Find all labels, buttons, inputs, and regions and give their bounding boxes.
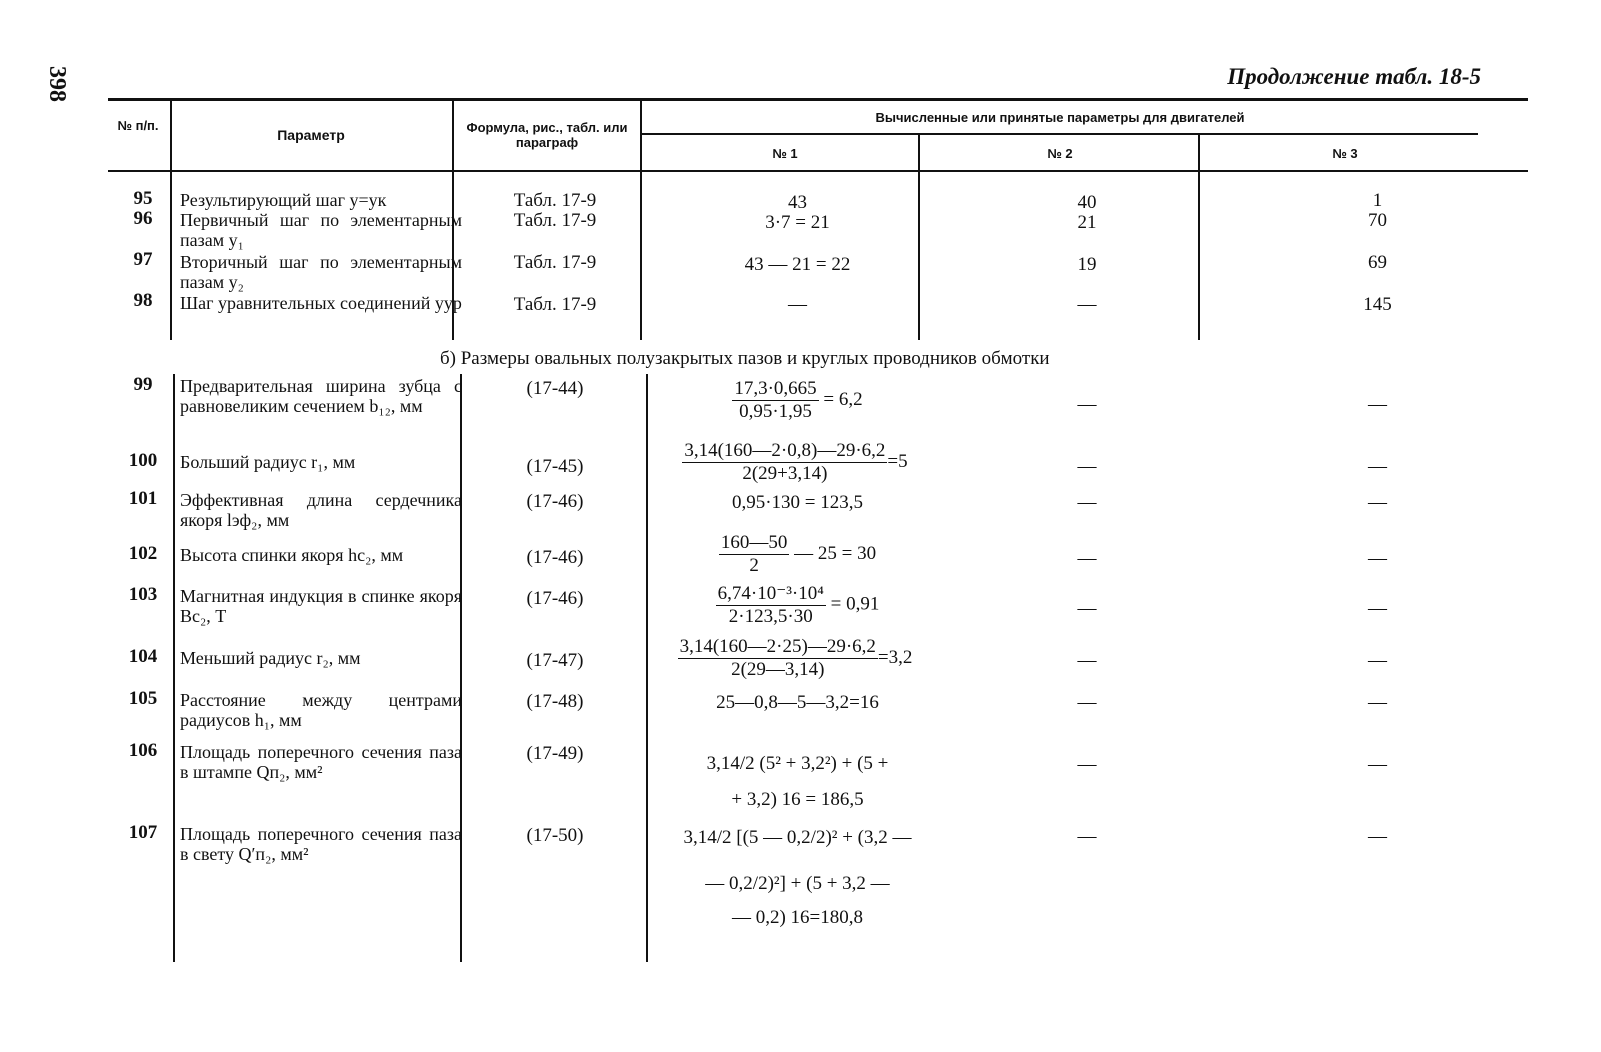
row-number: 101	[128, 488, 158, 509]
header-motor-2: № 2	[1047, 146, 1073, 161]
row-reference: (17-49)	[526, 743, 584, 764]
row-parameter: Высота спинки якоря hс₂, мм	[180, 545, 404, 565]
row-reference: (17-45)	[526, 456, 584, 477]
col-divider-1b	[173, 374, 175, 962]
header-parameter: Параметр	[277, 127, 345, 143]
fraction: $\frac{160—50}{2}$	[720, 532, 788, 576]
row-value-1: 3·7 = 21	[765, 212, 830, 233]
row-reference: Табл. 17-9	[513, 294, 597, 315]
row-number: 97	[133, 249, 153, 270]
row-value-3: 70	[1368, 210, 1387, 231]
row-value-3: —	[1368, 650, 1387, 671]
header-motor-3: № 3	[1332, 146, 1358, 161]
row-value-1	[660, 378, 935, 423]
row-parameter: Шаг уравнительных соединений yур	[180, 293, 462, 313]
formula-line: 3,14/2 (5² + 3,2²) + (5 +	[706, 753, 889, 774]
table-continuation-title: Продолжение табл. 18-5	[1227, 64, 1481, 89]
formula-line: — 0,2/2)²] + (5 + 3,2 —	[705, 873, 890, 894]
row-value-2: —	[1077, 294, 1097, 315]
row-value-2: —	[1077, 826, 1097, 847]
row-value-3: —	[1368, 456, 1387, 477]
row-value-2: —	[1077, 754, 1097, 775]
row-number: 103	[128, 584, 158, 605]
table-top-rule	[108, 98, 1528, 101]
row-value-2: —	[1077, 548, 1097, 569]
formula-line: — 0,2) 16=180,8	[731, 907, 864, 928]
row-number: 107	[128, 822, 158, 843]
row-value-2: 21	[1077, 212, 1097, 233]
row-reference: Табл. 17-9	[513, 252, 597, 273]
row-reference: (17-46)	[526, 491, 584, 512]
row-value-3: —	[1368, 754, 1387, 775]
row-value-3: —	[1368, 492, 1387, 513]
fraction-result: =3,2	[877, 646, 913, 668]
row-parameter: Вторичный шаг по элементарным пазам y₂	[180, 252, 462, 292]
row-number: 105	[128, 688, 158, 709]
row-parameter: Площадь поперечного сечения паза в свету Q′п₂, мм²	[180, 824, 462, 864]
fraction-result: = 0,91	[830, 593, 880, 615]
fraction: $\frac{17,3\cdot 0,665}{0,95\cdot 1,95}$	[734, 378, 817, 422]
col-divider-1	[170, 100, 172, 340]
group-rule	[642, 133, 1478, 135]
row-value-1	[660, 532, 935, 577]
fraction-result: = 6,2	[823, 388, 863, 410]
row-number: 96	[133, 208, 153, 229]
fraction: $\frac{\text{6,74·10⁻³·10⁴}}{2\cdot 123,5\cdot 30}$	[717, 583, 824, 627]
row-value-1	[650, 440, 940, 485]
row-value-1: 43 — 21 = 22	[744, 254, 851, 275]
row-parameter: Результирующий шаг y=yк	[180, 190, 387, 210]
row-parameter: Предварительная ширина зубца с равновеликим сечением b₁₂, мм	[180, 376, 462, 416]
row-parameter: Первичный шаг по элементарным пазам y₁	[180, 210, 462, 250]
row-value-2: —	[1077, 492, 1097, 513]
row-value-2: —	[1077, 692, 1097, 713]
row-value-2: —	[1077, 456, 1097, 477]
row-parameter: Расстояние между центрами радиусов h₁, мм	[180, 690, 462, 730]
row-value-2: —	[1077, 394, 1097, 415]
row-value-2: —	[1077, 650, 1097, 671]
row-value-1	[660, 752, 935, 812]
formula-line: + 3,2) 16 = 186,5	[731, 789, 864, 810]
row-parameter: Площадь поперечного сечения паза в штампе Qп₂, мм²	[180, 742, 462, 782]
row-parameter: Эффективная длина сердечника якоря lэф₂, мм	[180, 490, 462, 530]
col-divider-3b	[646, 374, 648, 962]
row-value-1	[660, 582, 935, 628]
row-value-3: —	[1368, 394, 1387, 415]
row-parameter: Магнитная индукция в спинке якоря Bс₂, Т	[180, 586, 462, 626]
row-reference: (17-50)	[526, 825, 584, 846]
header-formula: Формула, рис., табл. или параграф	[466, 120, 628, 150]
row-value-3: —	[1368, 548, 1387, 569]
fraction: $\frac{3,14(160—2\cdot 25)—29\cdot 6,2}{2(29—3,14)}$	[679, 636, 876, 680]
row-reference: Табл. 17-9	[513, 190, 597, 211]
row-value-3: 145	[1363, 294, 1392, 315]
page-number: 398	[44, 66, 70, 102]
header-computed-params: Вычисленные или принятые параметры для двигателей	[875, 110, 1245, 125]
row-number: 95	[133, 188, 153, 209]
fraction: $\frac{3,14(160—2\cdot 0,8)—29\cdot 6,2}{2(29+3,14)}$	[684, 440, 886, 484]
row-number: 100	[128, 450, 158, 471]
row-value-3: —	[1368, 692, 1387, 713]
row-value-3: —	[1368, 826, 1387, 847]
row-reference: (17-46)	[526, 547, 584, 568]
row-number: 104	[128, 646, 158, 667]
row-number: 98	[133, 290, 153, 311]
row-reference: (17-48)	[526, 691, 584, 712]
row-reference: (17-44)	[526, 378, 584, 399]
row-value-2: 40	[1077, 192, 1097, 213]
row-reference: Табл. 17-9	[513, 210, 597, 231]
row-value-3: 1	[1372, 190, 1383, 211]
header-bottom-rule	[108, 170, 1528, 172]
row-value-2: —	[1077, 598, 1097, 619]
row-number: 102	[128, 543, 158, 564]
row-value-1: 25—0,8—5—3,2=16	[716, 692, 879, 713]
row-number: 99	[133, 374, 153, 395]
row-value-3: —	[1368, 598, 1387, 619]
header-no: № п/п.	[117, 118, 159, 133]
row-parameter: Больший радиус r₁, мм	[180, 452, 356, 472]
formula-line: 3,14/2 [(5 — 0,2/2)² + (3,2 —	[683, 827, 912, 848]
row-reference: (17-47)	[526, 650, 584, 671]
row-parameter: Меньший радиус r₂, мм	[180, 648, 361, 668]
fraction-result: — 25 = 30	[794, 542, 877, 564]
header-motor-1: № 1	[772, 146, 798, 161]
row-value-1	[660, 826, 935, 930]
row-value-1: 43	[788, 192, 807, 213]
row-value-3: 69	[1368, 252, 1387, 273]
fraction-result: =5	[887, 450, 908, 472]
row-value-2: 19	[1077, 254, 1097, 275]
row-value-1: 0,95·130 = 123,5	[731, 492, 864, 513]
section-heading: б) Размеры овальных полузакрытых пазов и круглых проводников обмотки	[440, 348, 1050, 369]
row-reference: (17-46)	[526, 588, 584, 609]
row-number: 106	[128, 740, 158, 761]
row-value-1: —	[788, 294, 807, 315]
row-value-1	[650, 636, 940, 681]
